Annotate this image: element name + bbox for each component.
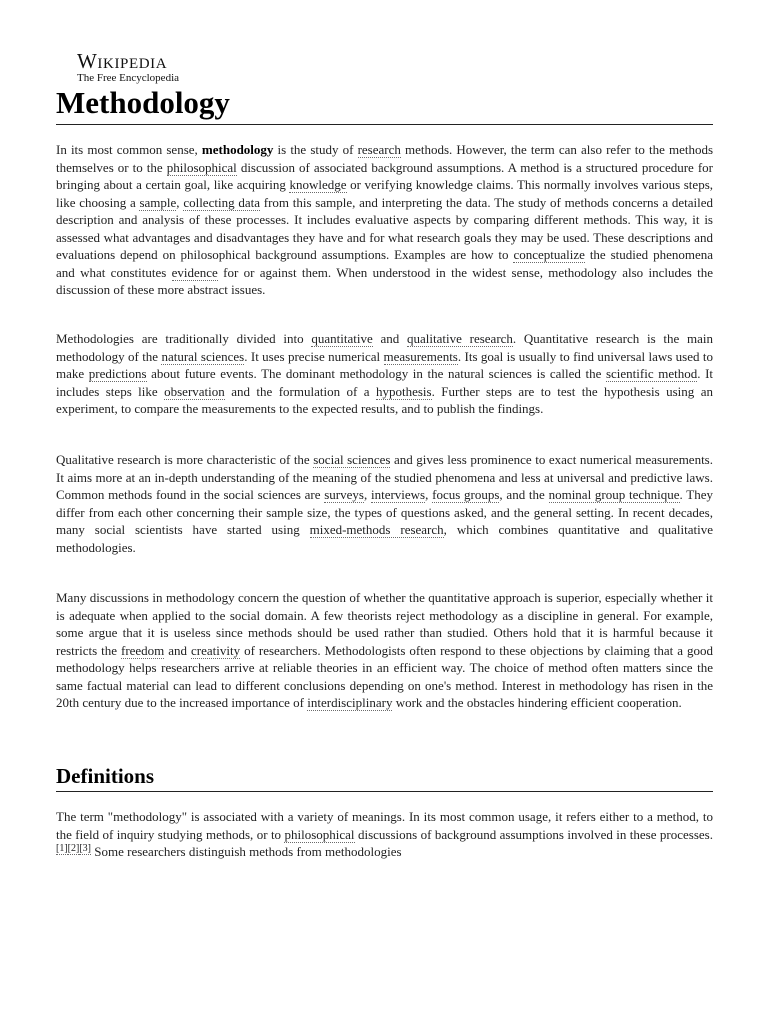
article-link[interactable]: collecting data [183, 194, 260, 210]
paragraph-text: work and the obstacles hindering efficient cooperation. [392, 695, 682, 710]
paragraph-text: In its most common sense, [56, 142, 202, 157]
article-link[interactable]: focus groups [432, 487, 500, 502]
section-divider [56, 791, 713, 792]
intro-paragraph-4 [56, 589, 713, 712]
paragraph-text: discussions of background assumptions involved in these processes. [354, 826, 713, 842]
paragraph-text: The term "methodology" is associated with a variety of meanings. In its most common usage, it refers either to a method, to the field of inquiry studying methods, or to [56, 809, 713, 842]
article-link[interactable]: natural sciences [161, 348, 245, 364]
article-link[interactable]: creativity [191, 642, 241, 658]
paragraph-text: about future events. The dominant methodology in the natural sciences is called the [146, 366, 606, 381]
article-link[interactable]: interviews [370, 487, 426, 502]
paragraph-text: methods. However, the term can also refer to the methods themselves or to the [56, 142, 714, 175]
paragraph-text: and [164, 642, 192, 658]
article-link[interactable]: interdisciplinary [307, 695, 393, 710]
section-heading-definitions: Definitions [56, 764, 155, 788]
citation-ref[interactable] [79, 843, 91, 855]
paragraph-text: and [372, 331, 407, 346]
article-link[interactable]: evidence [171, 264, 218, 280]
intro-paragraph-1 [56, 141, 713, 299]
article-link[interactable]: social sciences [313, 452, 391, 467]
citation-ref[interactable] [56, 843, 68, 855]
paragraph-text: Many discussions in methodology concern the question of whether the quantitative approach is superior, especially whether it is adequate when applied to the social domain. A few theorists reject methodology as a discipline in general. For example, some argue that it is useless since methods should be used rather than studied. Others hold that it is harmful because it restricts the [56, 590, 713, 658]
paragraph-text: and the formulation of a [224, 383, 376, 399]
article-link[interactable]: qualitative research [407, 331, 513, 346]
bold-term: methodology [201, 142, 274, 157]
article-link[interactable]: measurements [383, 348, 458, 364]
article-link[interactable]: philosophical [166, 159, 237, 175]
paragraph-text: for or against them. When understood in the widest sense, methodology also includes the discussion of these more abstract issues. [56, 264, 713, 297]
logo-tagline: The Free Encyclopedia [77, 72, 180, 84]
paragraph-text: Methodologies are traditionally divided into [56, 331, 312, 346]
article-link[interactable]: surveys [324, 487, 364, 502]
wikipedia-logo[interactable] [77, 50, 227, 84]
paragraph-text: , [176, 194, 184, 210]
paragraph-text: . Further steps are to test the hypothesis using an experiment, to compare the measurements to the expected results, and to publish the findings. [56, 383, 713, 416]
paragraph-text: is the study of [273, 142, 358, 157]
article-link[interactable]: philosophical [284, 826, 355, 842]
article-link[interactable]: predictions [88, 366, 147, 381]
article-link[interactable]: scientific method [605, 366, 698, 381]
article-link[interactable]: knowledge [289, 177, 347, 192]
paragraph-text: discussion of associated background assumptions. A method is a structured procedure for bringing about a certain goal, like acquiring [56, 159, 713, 192]
article-link[interactable]: hypothesis [375, 383, 432, 399]
paragraph-text: . They differ from each other concerning their sample size, the types of questions asked, and the general setting. In recent decades, many social scientists have started using [56, 487, 714, 537]
paragraph-text: the studied phenomena and what constitutes [56, 247, 713, 280]
paragraph-text: or verifying knowledge claims. This normally involves various steps, like choosing a [56, 177, 713, 210]
article-link[interactable]: nominal group technique [548, 487, 680, 502]
logo-wordmark: Wikipedia [77, 49, 168, 73]
paragraph-text: . It includes steps like [56, 366, 714, 399]
article-link[interactable]: conceptualize [513, 247, 585, 262]
article-link[interactable]: research [357, 142, 401, 157]
paragraph-text: Some researchers distinguish methods from methodologies [91, 844, 402, 859]
article-link[interactable]: freedom [120, 642, 165, 658]
article-link[interactable]: observation [164, 383, 225, 399]
article-link[interactable]: quantitative [311, 331, 373, 346]
paragraph-text: , and the [499, 487, 549, 502]
paragraph-text: , [425, 487, 433, 502]
intro-paragraph-2 [56, 330, 713, 418]
paragraph-text: . It uses precise numerical [244, 348, 384, 364]
definitions-paragraph-1 [56, 808, 713, 861]
paragraph-text: of researchers. Methodologists often respond to these objections by claiming that a good methodology helps researchers arrive at reliable theories in an efficient way. The choice of method often matters since the same factual material can lead to different conclusions depending on one's method. Interest in methodology has risen in the 20th century due to the increased importance of [56, 642, 713, 710]
paragraph-text: Qualitative research is more characteristic of the [56, 452, 314, 467]
paragraph-text: , which combines quantitative and qualitative methodologies. [56, 522, 713, 555]
page-title: Methodology [56, 85, 230, 120]
title-divider [56, 124, 713, 125]
paragraph-text: , [363, 487, 371, 502]
paragraph-text: . Quantitative research is the main methodology of the [56, 331, 713, 364]
paragraph-text: and gives less prominence to exact numerical measurements. It aims more at an in-depth understanding of the meaning of the studied phenomena and less at universal and predictive laws. Common methods found in the social sciences are [56, 452, 713, 502]
article-link[interactable]: sample [139, 194, 177, 210]
citation-link[interactable]: [3] [79, 842, 92, 854]
paragraph-text: . Its goal is usually to find universal laws used to make [56, 348, 713, 381]
citation-link[interactable]: [1] [56, 842, 68, 854]
paragraph-text: from this sample, and interpreting the data. The study of methods concerns a detailed description and analysis of these processes. It includes evaluative aspects by comparing different methods. This way, it is assessed what advantages and disadvantages they have and for what research goals they may be used. These descriptions and evaluations depend on philosophical background assumptions. Examples are how to [56, 194, 713, 262]
citation-ref[interactable] [68, 843, 80, 855]
article-link[interactable]: mixed-methods research [309, 522, 444, 537]
citation-link[interactable]: [2] [67, 842, 80, 854]
intro-paragraph-3 [56, 451, 713, 556]
